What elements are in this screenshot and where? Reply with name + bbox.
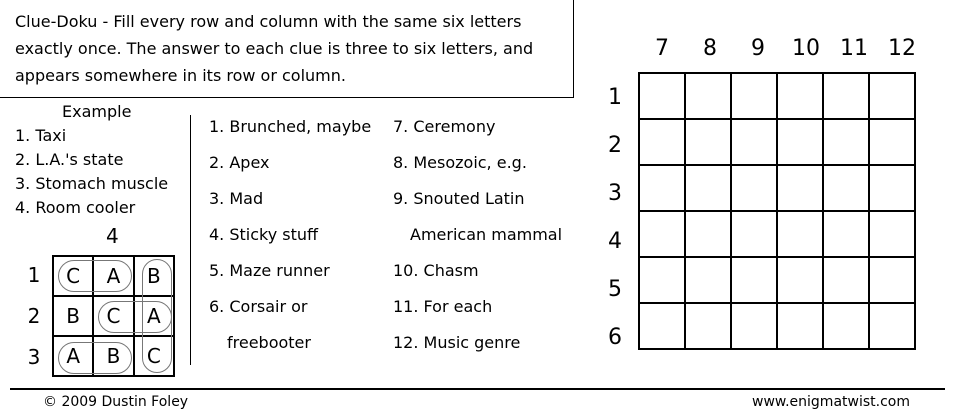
puzzle-cell[interactable] xyxy=(685,303,731,349)
answer-oval-col4 xyxy=(142,259,172,373)
clue-5: 5. Maze runner xyxy=(209,261,330,280)
copyright-text: © 2009 Dustin Foley xyxy=(43,394,189,410)
puzzle-cell[interactable] xyxy=(639,211,685,257)
example-row-label: 1 xyxy=(27,263,41,287)
puzzle-cell[interactable] xyxy=(639,165,685,211)
puzzle-cell[interactable] xyxy=(777,119,823,165)
puzzle-cell[interactable] xyxy=(823,257,869,303)
puzzle-cell[interactable] xyxy=(777,257,823,303)
puzzle-cell[interactable] xyxy=(777,165,823,211)
clue-6: 6. Corsair or xyxy=(209,297,308,316)
puzzle-cell[interactable] xyxy=(685,119,731,165)
puzzle-cell[interactable] xyxy=(869,119,915,165)
puzzle-cell[interactable] xyxy=(639,73,685,119)
column-label-9: 9 xyxy=(751,36,765,61)
puzzle-cell[interactable] xyxy=(731,211,777,257)
example-grid xyxy=(27,255,175,376)
puzzle-cell[interactable] xyxy=(869,165,915,211)
puzzle-cell[interactable] xyxy=(869,303,915,349)
puzzle-grid-table xyxy=(638,72,916,350)
puzzle-cell[interactable] xyxy=(685,165,731,211)
row-label-6: 6 xyxy=(608,325,622,350)
clue-10: 10. Chasm xyxy=(393,261,479,280)
instructions-border-right xyxy=(573,0,574,98)
row-label-5: 5 xyxy=(608,277,622,302)
puzzle-cell[interactable] xyxy=(869,211,915,257)
puzzle-cell[interactable] xyxy=(639,257,685,303)
row-label-2: 2 xyxy=(608,133,622,158)
column-label-7: 7 xyxy=(655,36,669,61)
example-cell: B xyxy=(134,256,174,296)
clue-8: 8. Mesozoic, e.g. xyxy=(393,153,527,172)
example-clue-2: 2. L.A.'s state xyxy=(15,150,124,169)
clue-11: 11. For each xyxy=(393,297,493,316)
column-label-12: 12 xyxy=(888,36,916,61)
footer-rule xyxy=(10,388,945,390)
example-clue-4: 4. Room cooler xyxy=(15,198,136,217)
row-label-3: 3 xyxy=(608,181,622,206)
clue-2: 2. Apex xyxy=(209,153,270,172)
puzzle-cell[interactable] xyxy=(731,303,777,349)
puzzle-cell[interactable] xyxy=(685,257,731,303)
puzzle-cell[interactable] xyxy=(731,73,777,119)
example-cell: C xyxy=(93,296,133,336)
example-cell: C xyxy=(53,256,93,296)
puzzle-grid xyxy=(638,72,916,350)
example-cell: B xyxy=(53,296,93,336)
instructions-text: Clue-Doku - Fill every row and column with the same six letters exactly once. The answer to each clue is three to six letters, and appears somewhere in its row or column. xyxy=(15,12,534,85)
puzzle-cell[interactable] xyxy=(685,211,731,257)
puzzle-cell[interactable] xyxy=(685,73,731,119)
puzzle-cell[interactable] xyxy=(823,119,869,165)
example-cell: C xyxy=(134,336,174,376)
puzzle-cell[interactable] xyxy=(731,257,777,303)
example-cell: A xyxy=(53,336,93,376)
puzzle-cell[interactable] xyxy=(869,73,915,119)
example-cell: B xyxy=(93,336,133,376)
puzzle-cell[interactable] xyxy=(823,165,869,211)
puzzle-cell[interactable] xyxy=(777,211,823,257)
example-cell: A xyxy=(93,256,133,296)
puzzle-cell[interactable] xyxy=(731,119,777,165)
column-label-8: 8 xyxy=(703,36,717,61)
clue-4: 4. Sticky stuff xyxy=(209,225,319,244)
puzzle-cell[interactable] xyxy=(823,211,869,257)
example-cell: A xyxy=(134,296,174,336)
clue-divider xyxy=(190,115,191,365)
clue-1: 1. Brunched, maybe xyxy=(209,117,372,136)
answer-oval-row1 xyxy=(58,260,132,292)
puzzle-cell[interactable] xyxy=(639,119,685,165)
instructions-border-bottom xyxy=(0,97,574,98)
column-label-10: 10 xyxy=(792,36,820,61)
puzzle-cell[interactable] xyxy=(869,257,915,303)
puzzle-cell[interactable] xyxy=(777,73,823,119)
answer-oval-row3 xyxy=(58,342,132,374)
example-row-label: 2 xyxy=(27,304,41,328)
column-label-11: 11 xyxy=(840,36,868,61)
row-label-4: 4 xyxy=(608,229,622,254)
puzzle-cell[interactable] xyxy=(823,73,869,119)
website-text: www.enigmatwist.com xyxy=(752,394,910,410)
puzzle-cell[interactable] xyxy=(639,303,685,349)
puzzle-cell[interactable] xyxy=(823,303,869,349)
clue-9: 9. Snouted Latin xyxy=(393,189,525,208)
clue-3: 3. Mad xyxy=(209,189,264,208)
example-title: Example xyxy=(62,102,132,121)
clue-12: 12. Music genre xyxy=(393,333,521,352)
clue-6-continued: freebooter xyxy=(227,333,311,352)
puzzle-cell[interactable] xyxy=(777,303,823,349)
example-row-label: 3 xyxy=(27,345,41,369)
example-clue-1: 1. Taxi xyxy=(15,126,67,145)
example-column-label: 4 xyxy=(106,224,119,248)
row-label-1: 1 xyxy=(608,85,622,110)
clue-7: 7. Ceremony xyxy=(393,117,496,136)
clue-9-continued: American mammal xyxy=(410,225,563,244)
puzzle-cell[interactable] xyxy=(731,165,777,211)
example-clue-3: 3. Stomach muscle xyxy=(15,174,169,193)
